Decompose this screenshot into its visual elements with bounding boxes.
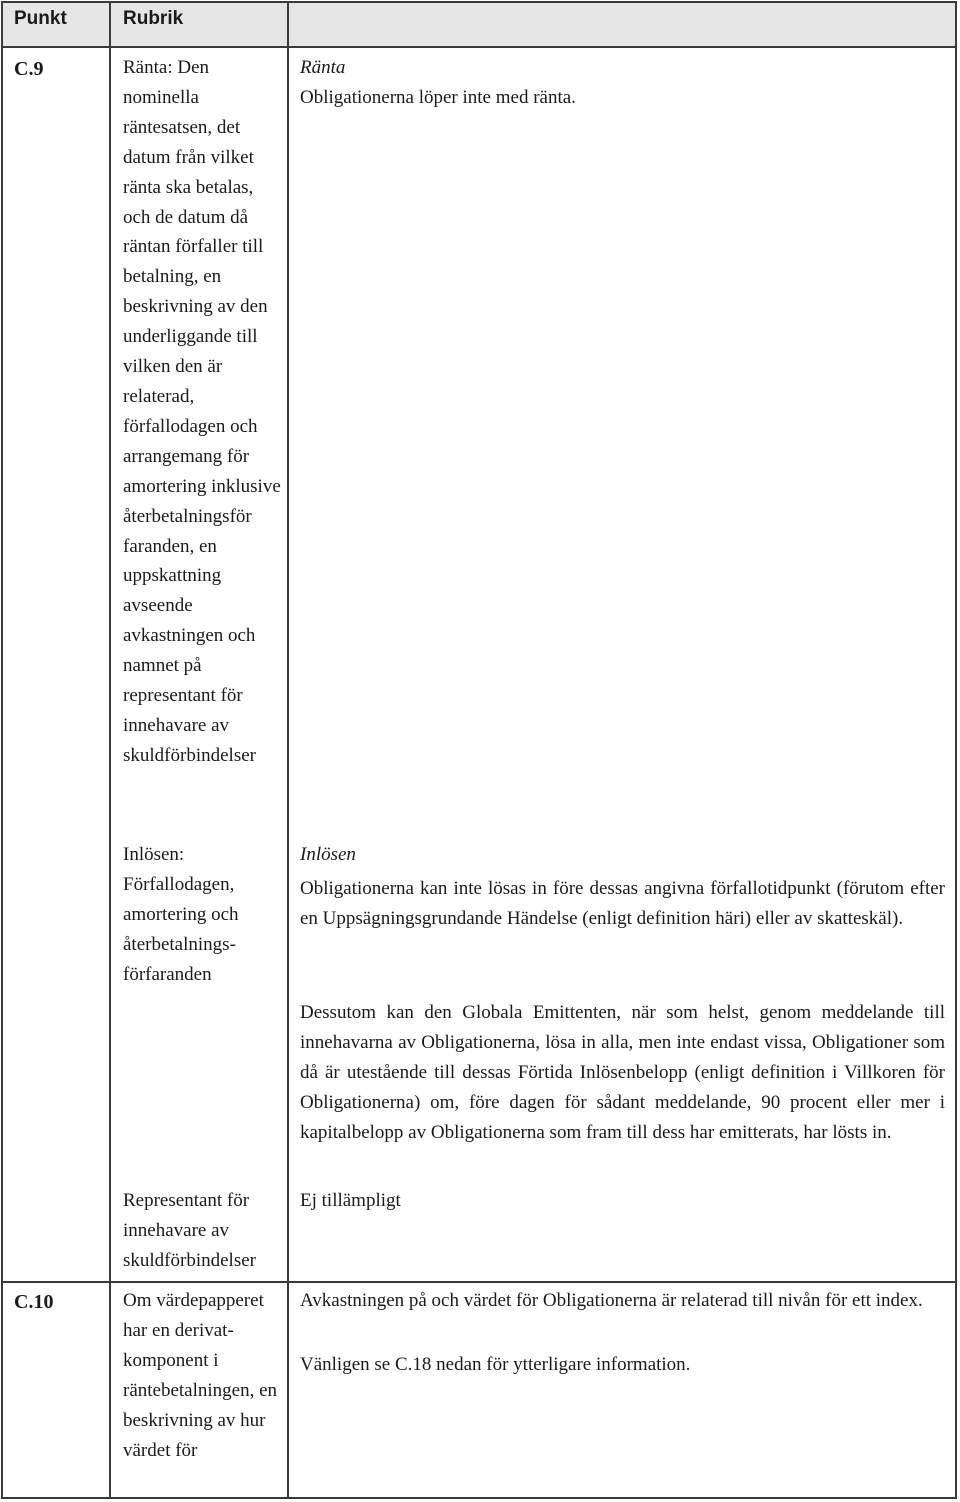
row-number-c10: C.10 [14, 1291, 54, 1313]
heading-ranta: Ränta [300, 57, 346, 78]
inlosen-paragraph-1: Obligationerna kan inte lösas in före dessas angivna förfallotidpunkt (förutom efter en Uppsägningsgrundande Händelse (enligt definition häri) eller av skatteskäl). [300, 878, 945, 929]
column-divider-1 [109, 1, 111, 1499]
column-header-punkt: Punkt [14, 8, 67, 29]
derivat-paragraph-1: Avkastningen på och värdet för Obligationerna är relaterad till nivån för ett index. [300, 1290, 923, 1311]
rubrik-representant: Representant för innehavare av skuldförbindelser [123, 1190, 256, 1271]
representant-paragraph: Ej tillämpligt [300, 1190, 401, 1211]
column-header-rubrik: Rubrik [123, 8, 184, 29]
header-separator [1, 46, 957, 48]
row-separator [1, 1281, 957, 1283]
derivat-paragraph-2: Vänligen se C.18 nedan för ytterligare information. [300, 1354, 691, 1375]
table-border-right [955, 1, 957, 1499]
rubrik-ranta: Ränta: Den nominella räntesatsen, det datum från vilket ränta ska betalas, och de datum då räntan förfaller till betalning, en beskrivning av den underliggande till vilken den är relaterad, förfallodagen och arrangemang för amortering inklusive återbetalningsför faranden, en uppskattning avseende avkastningen och namnet på representant för innehavare av skuldförbindelser [123, 57, 281, 766]
ranta-paragraph: Obligationerna löper inte med ränta. [300, 87, 576, 108]
row-number-c9: C.9 [14, 58, 44, 80]
table-border-top [1, 1, 957, 3]
rubrik-derivat: Om värdepapperet har en derivat-komponent i räntebetalningen, en beskrivning av hur värdet för [123, 1290, 278, 1461]
inlosen-paragraph-2: Dessutom kan den Globala Emittenten, när som helst, genom meddelande till innehavarna av Obligationerna, lösa in alla, men inte endast vissa, Obligationer som då är utestående till dessas Förtida Inlösenbelopp (enligt definition i Villkoren för Obligationerna) om, före dagen för sådant meddelande, 90 procent eller mer i kapitalbelopp av Obligationerna som fram till dess har emitterats, har lösts in. [300, 1002, 945, 1143]
table-border-bottom [1, 1497, 957, 1499]
rubrik-inlosen: Inlösen: Förfallodagen, amortering och återbetalnings-förfaranden [123, 844, 239, 985]
column-divider-2 [287, 1, 289, 1499]
table-border-left [1, 1, 3, 1499]
heading-inlosen: Inlösen [300, 844, 356, 865]
